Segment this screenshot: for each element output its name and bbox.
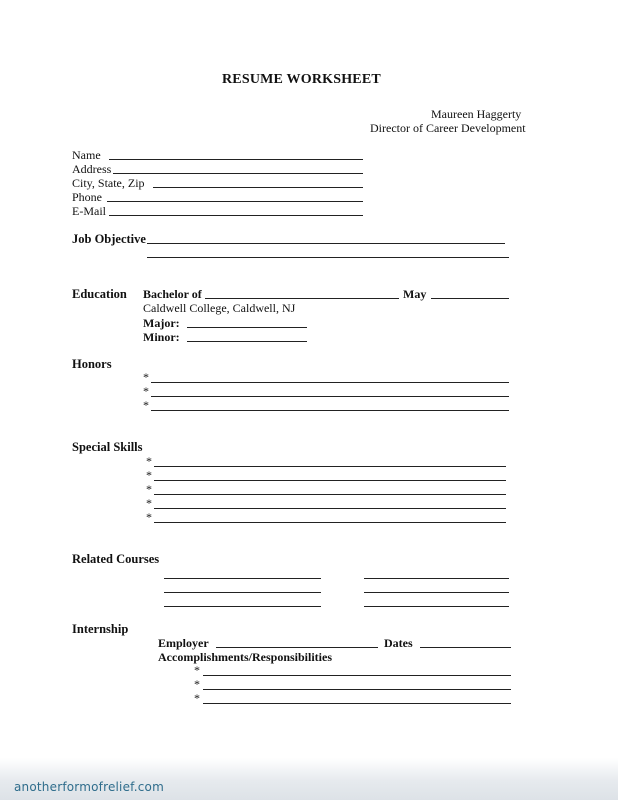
footer-bar: [0, 758, 618, 800]
email-label: E-Mail: [72, 204, 106, 218]
honors-line-1[interactable]: [151, 382, 509, 383]
skills-line-3[interactable]: [154, 494, 506, 495]
skills-line-5[interactable]: [154, 522, 506, 523]
course-line-right-3[interactable]: [364, 606, 509, 607]
internship-line-2[interactable]: [203, 689, 511, 690]
degree-field-line[interactable]: [205, 298, 399, 299]
major-label: Major:: [143, 316, 180, 330]
job-objective-line-1[interactable]: [147, 243, 505, 244]
footer-site-link[interactable]: anotherformofrelief.com: [14, 780, 164, 794]
address-field-line[interactable]: [113, 173, 363, 174]
month-label: May: [403, 287, 427, 301]
honors-bullet-3: *: [143, 398, 149, 412]
job-objective-heading: Job Objective: [72, 232, 146, 246]
minor-field-line[interactable]: [187, 341, 307, 342]
dates-label: Dates: [384, 636, 413, 650]
internship-bullet-1: *: [194, 663, 200, 677]
name-label: Name: [72, 148, 101, 162]
skills-bullet-1: *: [146, 454, 152, 468]
dates-field-line[interactable]: [420, 647, 511, 648]
special-skills-heading: Special Skills: [72, 440, 143, 454]
job-objective-line-2[interactable]: [147, 257, 509, 258]
address-label: Address: [72, 162, 112, 176]
page-title: RESUME WORKSHEET: [222, 72, 381, 87]
author-role: Director of Career Development: [370, 121, 526, 135]
phone-field-line[interactable]: [107, 201, 363, 202]
skills-bullet-2: *: [146, 468, 152, 482]
employer-label: Employer: [158, 636, 209, 650]
honors-bullet-1: *: [143, 370, 149, 384]
honors-line-2[interactable]: [151, 396, 509, 397]
honors-bullet-2: *: [143, 384, 149, 398]
course-line-left-2[interactable]: [164, 592, 321, 593]
education-heading: Education: [72, 287, 127, 301]
school-name: Caldwell College, Caldwell, NJ: [143, 301, 296, 315]
employer-field-line[interactable]: [216, 647, 378, 648]
author-name: Maureen Haggerty: [431, 107, 522, 121]
course-line-left-1[interactable]: [164, 578, 321, 579]
minor-label: Minor:: [143, 330, 180, 344]
city-state-zip-label: City, State, Zip: [72, 176, 145, 190]
skills-line-2[interactable]: [154, 480, 506, 481]
skills-bullet-4: *: [146, 496, 152, 510]
accomplishments-label: Accomplishments/Responsibilities: [158, 650, 333, 664]
course-line-right-1[interactable]: [364, 578, 509, 579]
skills-bullet-3: *: [146, 482, 152, 496]
city-state-zip-field-line[interactable]: [153, 187, 363, 188]
internship-line-3[interactable]: [203, 703, 511, 704]
honors-heading: Honors: [72, 357, 112, 371]
internship-line-1[interactable]: [203, 675, 511, 676]
honors-line-3[interactable]: [151, 410, 509, 411]
internship-bullet-3: *: [194, 691, 200, 705]
skills-bullet-5: *: [146, 510, 152, 524]
internship-bullet-2: *: [194, 677, 200, 691]
skills-line-1[interactable]: [154, 466, 506, 467]
related-courses-heading: Related Courses: [72, 552, 160, 566]
major-field-line[interactable]: [187, 327, 307, 328]
month-field-line[interactable]: [431, 298, 509, 299]
name-field-line[interactable]: [109, 159, 363, 160]
skills-line-4[interactable]: [154, 508, 506, 509]
internship-heading: Internship: [72, 622, 129, 636]
degree-label: Bachelor of: [143, 287, 202, 301]
email-field-line[interactable]: [109, 215, 363, 216]
phone-label: Phone: [72, 190, 102, 204]
course-line-left-3[interactable]: [164, 606, 321, 607]
course-line-right-2[interactable]: [364, 592, 509, 593]
